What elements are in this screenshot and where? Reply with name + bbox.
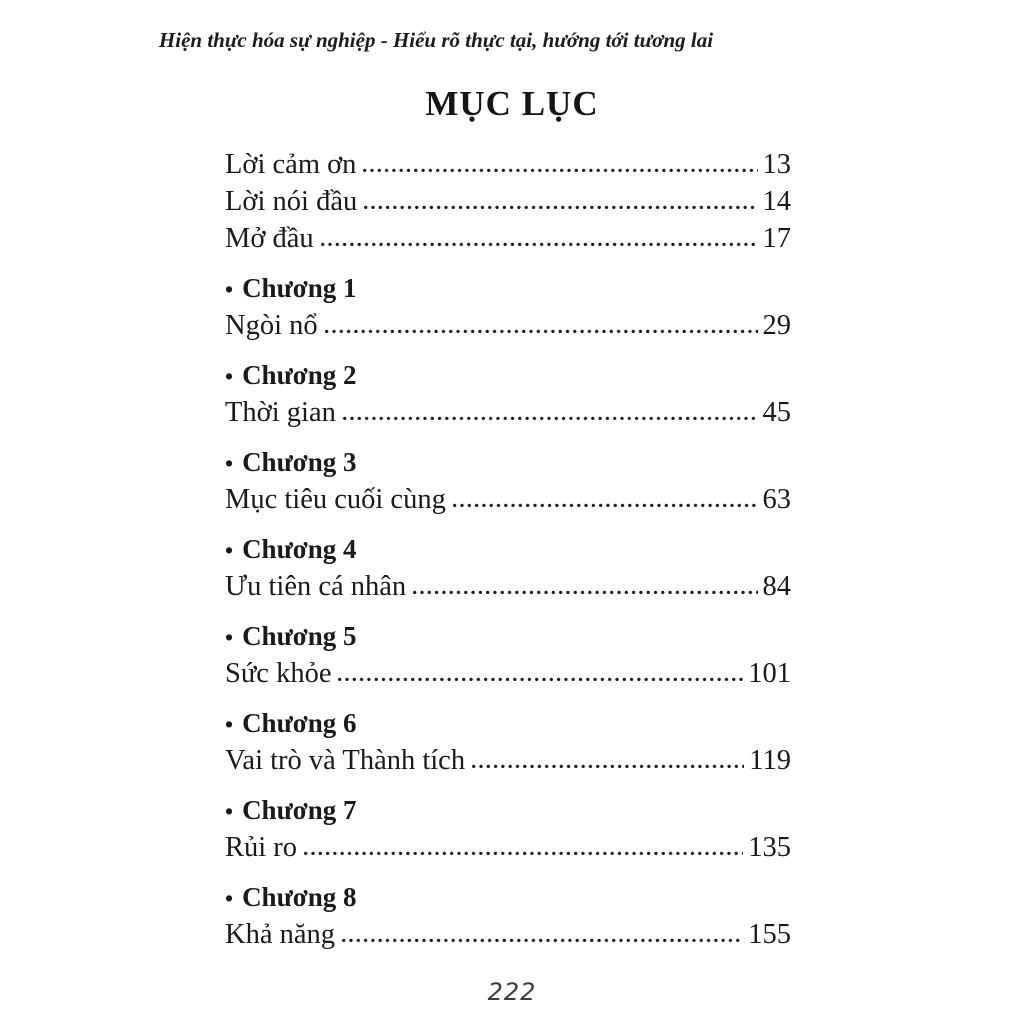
dot-leader <box>453 503 758 508</box>
bullet-icon: • <box>225 799 234 824</box>
toc-entry <box>225 394 791 431</box>
chapter-heading <box>225 357 791 394</box>
toc-entry-page: 84 <box>762 571 791 602</box>
dot-leader <box>472 764 744 769</box>
toc-entry-title: Ưu tiên cá nhân <box>225 571 407 602</box>
bullet-icon: • <box>225 538 234 563</box>
toc-entry <box>225 481 791 518</box>
toc-entry <box>225 655 791 692</box>
dot-leader <box>364 205 757 210</box>
toc-entry-page: 101 <box>748 658 791 689</box>
chapter-label: Chương 3 <box>242 447 357 477</box>
toc-entry-title: Mục tiêu cuối cùng <box>225 484 446 515</box>
running-header: Hiện thực hóa sự nghiệp - Hiểu rõ thực tại, hướng tới tương lai <box>158 28 714 52</box>
chapter-label: Chương 1 <box>242 273 357 303</box>
toc-entry <box>225 183 791 220</box>
toc-entry-page: 119 <box>749 745 791 776</box>
dot-leader <box>363 168 757 173</box>
toc-entry-page: 135 <box>748 832 791 863</box>
chapter-heading <box>225 270 791 307</box>
toc-entry-page: 45 <box>762 397 791 428</box>
toc-entry <box>225 829 791 866</box>
toc-entry-page: 17 <box>762 223 791 254</box>
toc-entry-page: 13 <box>762 149 791 180</box>
toc-entry-title: Lời cảm ơn <box>225 149 357 180</box>
chapter-heading <box>225 792 791 829</box>
toc-entry-title: Khả năng <box>225 919 336 950</box>
toc-entry-title: Rủi ro <box>225 832 298 863</box>
bullet-icon: • <box>225 364 234 389</box>
chapter-label: Chương 7 <box>242 795 357 825</box>
toc-entry <box>225 742 791 779</box>
chapter-heading <box>225 879 791 916</box>
chapter-label: Chương 5 <box>242 621 357 651</box>
toc-entry-page: 29 <box>762 310 791 341</box>
chapter-label: Chương 8 <box>242 882 357 912</box>
toc-entry-title: Lời nói đầu <box>225 186 358 217</box>
toc-entry-title: Sức khỏe <box>225 658 332 689</box>
chapter-heading <box>225 531 791 568</box>
dot-leader <box>304 851 743 856</box>
toc-entry-page: 155 <box>748 919 791 950</box>
dot-leader <box>325 329 758 334</box>
bullet-icon: • <box>225 625 234 650</box>
chapter-heading <box>225 444 791 481</box>
toc-entry <box>225 220 791 257</box>
dot-leader <box>321 242 758 247</box>
chapter-label: Chương 6 <box>242 708 357 738</box>
toc-entry <box>225 916 791 953</box>
toc-entry-title: Mở đầu <box>225 223 314 254</box>
toc-entry <box>225 568 791 605</box>
toc-entry-page: 14 <box>762 186 791 217</box>
chapter-heading <box>225 705 791 742</box>
toc-entry <box>225 307 791 344</box>
toc-entry <box>225 146 791 183</box>
dot-leader <box>338 677 743 682</box>
dot-leader <box>342 938 743 943</box>
toc-entry-title: Vai trò và Thành tích <box>225 745 466 776</box>
footer-page-number: 222 <box>487 978 537 1006</box>
page-title: MỤC LỤC <box>425 84 599 123</box>
bullet-icon: • <box>225 451 234 476</box>
chapter-label: Chương 2 <box>242 360 357 390</box>
bullet-icon: • <box>225 712 234 737</box>
toc-entry-title: Ngòi nổ <box>225 310 318 341</box>
chapter-label: Chương 4 <box>242 534 357 564</box>
chapter-heading <box>225 618 791 655</box>
dot-leader <box>413 590 757 595</box>
toc-entry-title: Thời gian <box>225 397 336 428</box>
toc-entry-page: 63 <box>762 484 791 515</box>
bullet-icon: • <box>225 886 234 911</box>
toc-list <box>225 146 791 953</box>
bullet-icon: • <box>225 277 234 302</box>
dot-leader <box>343 416 758 421</box>
